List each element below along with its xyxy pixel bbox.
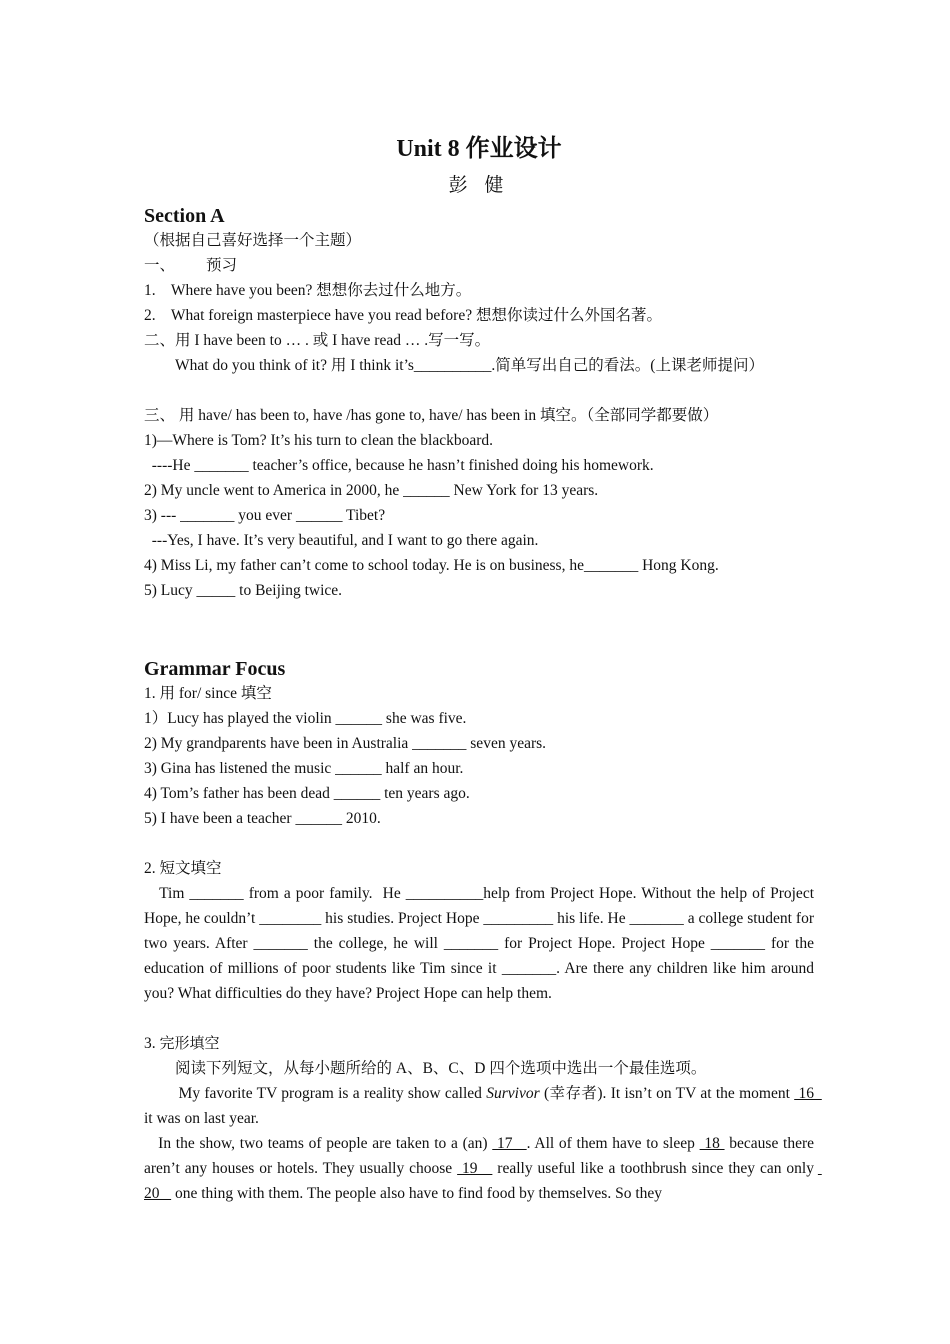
section-a-heading: Section A: [144, 205, 225, 227]
cloze-paragraph-1: [144, 1081, 826, 1131]
part2-heading: 二、用 I have been to … . 或 I have read … .写一写。: [144, 332, 491, 349]
grammar-sub1: 1. 用 for/ since 填空: [144, 685, 272, 702]
grammar-sub3-number: 3.: [144, 1035, 160, 1052]
part2-prompt: What do you think of it? 用 I think it’s__________.简单写出自己的看法。(上课老师提问）: [144, 357, 764, 374]
cloze-text: In the show, two teams of people are taken to a (an): [144, 1135, 493, 1152]
document-title: Unit 8 作业设计: [396, 136, 562, 162]
exercise-line: 1)—Where is Tom? It’s his turn to clean the blackboard.: [144, 432, 493, 449]
cloze-text: My favorite TV program is a reality show called: [144, 1085, 487, 1102]
cloze-text: it was on last year.: [144, 1085, 826, 1127]
section-a-note: （根据自己喜好选择一个主题）: [144, 232, 362, 249]
exercise-line: 4) Miss Li, my father can’t come to school today. He is on business, he_______ Hong Kong.: [144, 557, 719, 574]
exercise-line: 3) --- _______ you ever ______ Tibet?: [144, 507, 386, 524]
exercise-line: 3) Gina has listened the music ______ half an hour.: [144, 760, 464, 777]
document-page: [144, 134, 826, 1206]
grammar-sub3: [144, 1031, 814, 1056]
exercise-line: 5) I have been a teacher ______ 2010.: [144, 810, 381, 827]
exercise-line: 5) Lucy _____ to Beijing twice.: [144, 582, 343, 599]
exercise-line: 4) Tom’s father has been dead ______ ten years ago.: [144, 785, 470, 802]
grammar-sub3-label: 完形填空: [159, 1034, 220, 1052]
cloze-instruction: 阅读下列短文，从每小题所给的 A、B、C、D 四个选项中选出一个最佳选项。: [144, 1060, 707, 1077]
blank-20: 20: [144, 1160, 822, 1202]
cloze-text: because there aren’t any houses or hotels. They usually choose: [144, 1135, 818, 1177]
blank-16: 16: [794, 1085, 822, 1102]
fill-in-passage: Tim _______ from a poor family. He __________help from Project Hope. Without the help of Project Hope, he couldn’t ________ his studies. Project Hope _________ his life. He _______ a college student for two years. After _______ the college, he will _______ for Project Hope. Project Hope _______ for the education of millions of poor students like Tim since it _______. Are there any children like him around you? What difficulties do they have? Project Hope can help them.: [144, 885, 818, 1002]
grammar-focus-heading: Grammar Focus: [144, 658, 286, 680]
show-title: Survivor: [486, 1085, 540, 1102]
blank-19: 19: [457, 1160, 493, 1177]
blank-17: 17: [492, 1135, 527, 1152]
cloze-text: one thing with them. The people also have to find food by themselves. So they: [171, 1185, 663, 1202]
cloze-paragraph-2: [144, 1131, 822, 1206]
question-2: 2. What foreign masterpiece have you read before? 想想你读过什么外国名著。: [144, 307, 662, 324]
question-1: 1. Where have you been? 想想你去过什么地方。: [144, 282, 472, 299]
cloze-text: . All of them have to sleep: [526, 1135, 700, 1152]
exercise-line: 2) My grandparents have been in Australia _______ seven years.: [144, 735, 547, 752]
exercise-line: 1）Lucy has played the violin ______ she was five.: [144, 710, 467, 727]
exercise-line: ---Yes, I have. It’s very beautiful, and I want to go there again.: [144, 532, 539, 549]
part1-heading: 一、 预习: [144, 257, 238, 274]
cloze-text: (幸存者). It isn’t on TV at the moment: [539, 1085, 795, 1102]
exercise-line: ----He _______ teacher’s office, because he hasn’t finished doing his homework.: [144, 457, 654, 474]
exercise-line: 2) My uncle went to America in 2000, he ______ New York for 13 years.: [144, 482, 599, 499]
grammar-sub2: 2. 短文填空: [144, 860, 222, 877]
cloze-text: really useful like a toothbrush since they can only: [492, 1160, 818, 1177]
part3-heading: 三、 用 have/ has been to, have /has gone to, have/ has been in 填空。（全部同学都要做）: [144, 407, 719, 424]
blank-18: 18: [699, 1135, 725, 1152]
author-name: 彭 健: [448, 175, 510, 196]
